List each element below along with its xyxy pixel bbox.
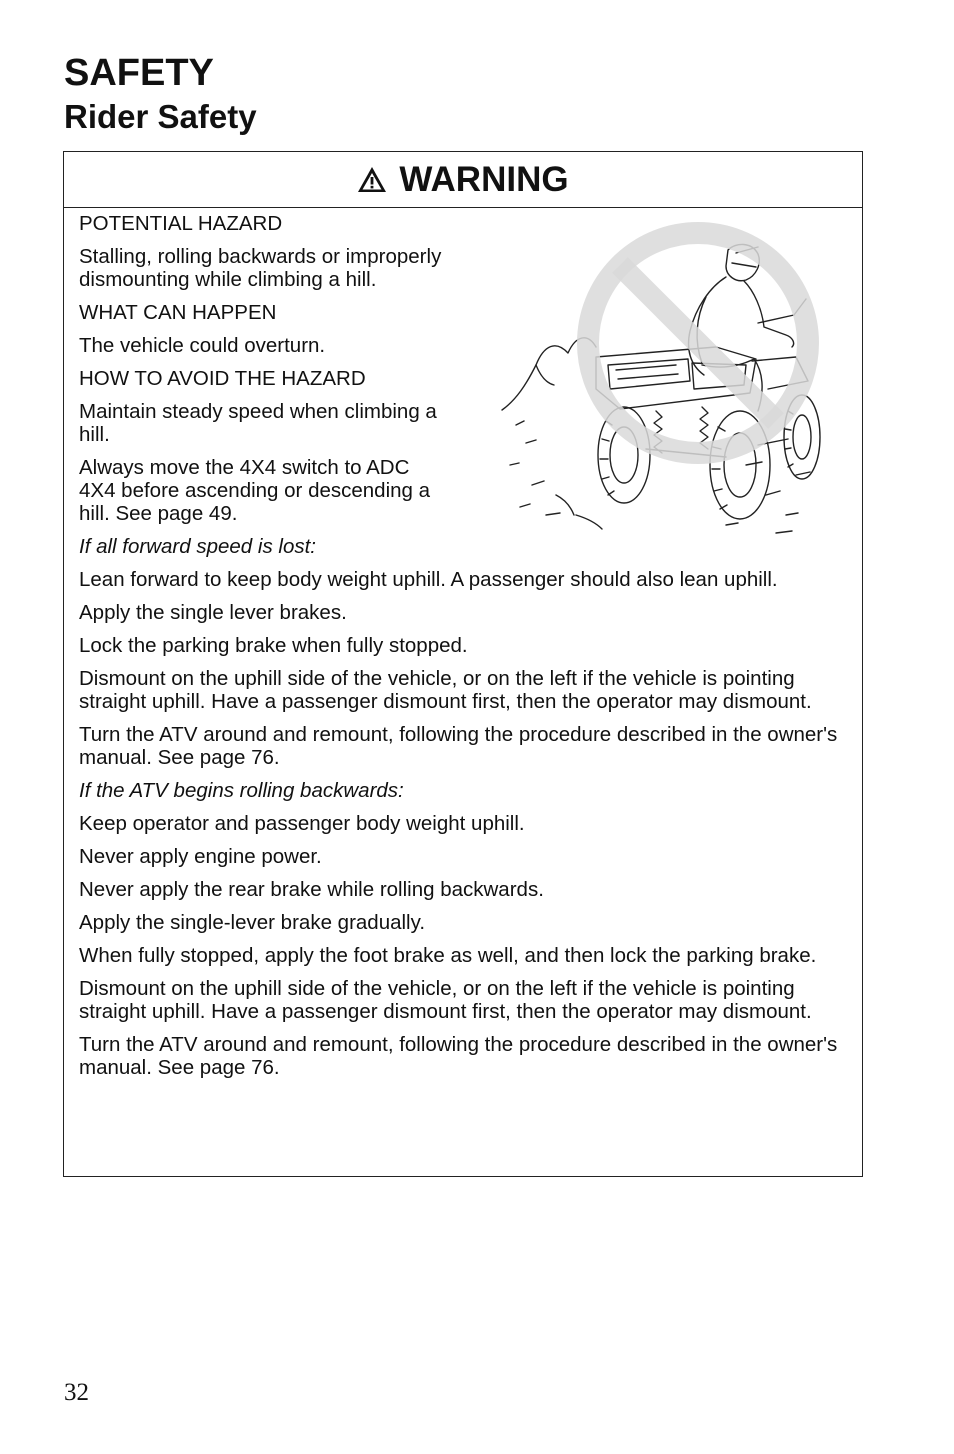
warning-triangle-icon [357,166,387,193]
instruction-item: Keep operator and passenger body weight uphill. [79,812,525,835]
instruction-item: Dismount on the uphill side of the vehicle, or on the left if the vehicle is pointing straight uphill. Have a passenger dismount first, then the operator may dismount. [79,977,812,1023]
page-title: SAFETY [64,52,214,94]
instruction-item: Turn the ATV around and remount, following the procedure described in the owner's manual. See page 76. [79,1033,838,1079]
prohibited-atv-hill-climb-icon [496,215,828,545]
hazard-description: Stalling, rolling backwards or improperly dismounting while climbing a hill. [79,245,442,291]
subheading-rolling-backwards: If the ATV begins rolling backwards: [79,779,404,802]
page-number: 32 [64,1379,89,1406]
consequence-heading: WHAT CAN HAPPEN [79,301,277,324]
subheading-forward-speed-lost: If all forward speed is lost: [79,535,316,558]
instruction-item: Maintain steady speed when climbing a hill. [79,400,437,446]
warning-header [64,152,862,208]
instruction-item: Lock the parking brake when fully stopped. [79,634,468,657]
warning-label: WARNING [399,159,569,199]
avoidance-heading: HOW TO AVOID THE HAZARD [79,367,366,390]
instruction-item: Always move the 4X4 switch to ADC 4X4 before ascending or descending a hill. See page 49. [79,456,431,525]
instruction-item: Apply the single-lever brake gradually. [79,911,426,934]
section-title: Rider Safety [64,98,257,135]
instruction-item: Apply the single lever brakes. [79,601,347,624]
consequence-description: The vehicle could overturn. [79,334,326,357]
instruction-item: Turn the ATV around and remount, following the procedure described in the owner's manual. See page 76. [79,723,838,769]
instruction-item: Dismount on the uphill side of the vehicle, or on the left if the vehicle is pointing straight uphill. Have a passenger dismount first, then the operator may dismount. [79,667,812,713]
hazard-heading: POTENTIAL HAZARD [79,212,283,235]
instruction-item: When fully stopped, apply the foot brake as well, and then lock the parking brake. [79,944,817,967]
instruction-item: Never apply engine power. [79,845,322,868]
instruction-item: Lean forward to keep body weight uphill. A passenger should also lean uphill. [79,568,778,591]
instruction-item: Never apply the rear brake while rolling backwards. [79,878,544,901]
